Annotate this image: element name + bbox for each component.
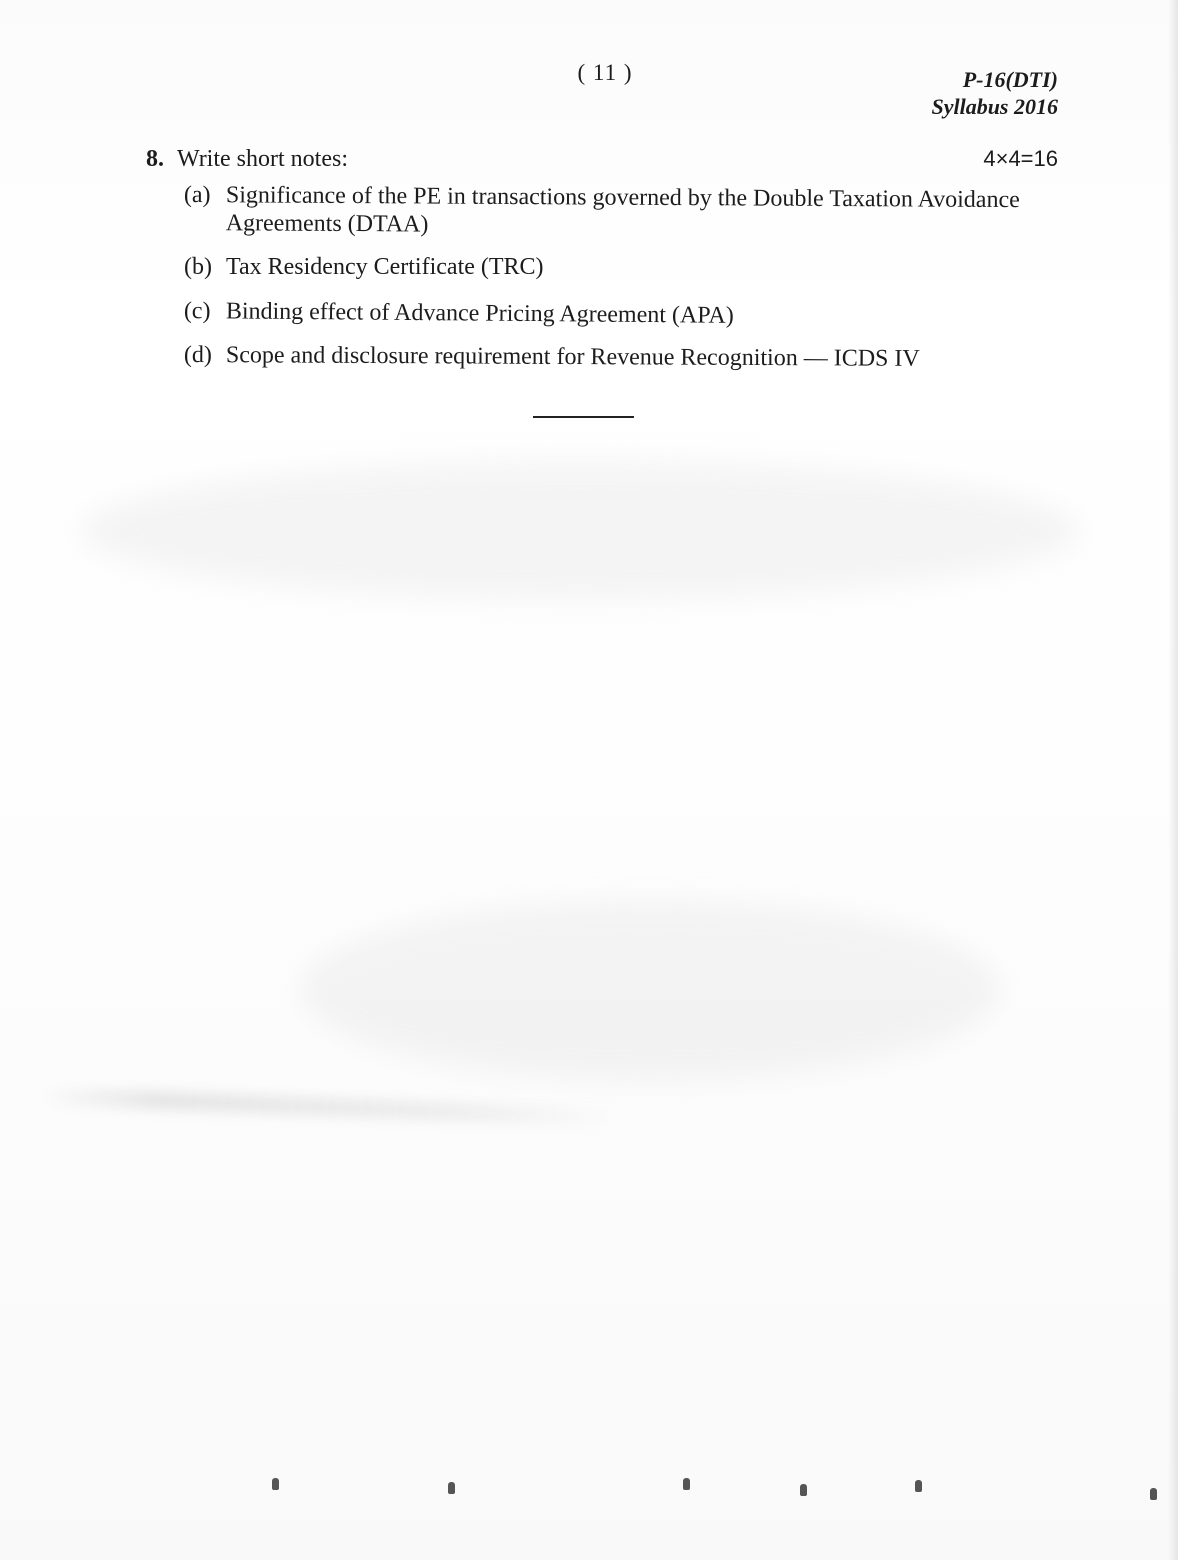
sub-question-label: (c) — [183, 297, 211, 325]
scan-smudge — [80, 460, 1080, 600]
sub-question-a — [184, 181, 1058, 242]
paper-code-block — [931, 66, 1058, 120]
scan-smudge — [300, 900, 1000, 1080]
sub-question-label: (b) — [184, 254, 212, 280]
question-marks: 4×4=16 — [983, 146, 1058, 171]
page-edge-shadow — [1168, 0, 1178, 1560]
question-lead — [146, 146, 348, 173]
sub-question-label: (a) — [183, 181, 211, 209]
sub-question-text: Significance of the PE in transactions governed by the Double Taxation Avoidance Agreements (DTAA) — [225, 182, 1020, 238]
sub-question-text: Tax Residency Certificate (TRC) — [226, 254, 544, 280]
end-of-paper-rule — [533, 416, 634, 418]
paper-code: P-16(DTI) — [962, 67, 1058, 92]
sub-question-c — [184, 297, 1058, 333]
punch-mark — [800, 1484, 807, 1496]
question-header — [146, 136, 1058, 173]
punch-mark — [915, 1480, 922, 1492]
punch-mark — [448, 1482, 455, 1494]
question-number: 8. — [146, 146, 164, 172]
punch-mark — [272, 1478, 279, 1490]
syllabus-year: Syllabus 2016 — [931, 94, 1058, 119]
punch-mark — [1150, 1488, 1157, 1500]
sub-question-list — [146, 181, 1058, 372]
paper-crease — [40, 1087, 620, 1127]
sub-question-b — [184, 253, 1058, 281]
question-instruction: Write short notes: — [177, 146, 348, 172]
sub-question-d — [184, 341, 1058, 374]
sub-question-label: (d) — [183, 342, 212, 369]
sub-question-text: Binding effect of Advance Pricing Agreement (APA) — [225, 298, 734, 329]
sub-question-text: Scope and disclosure requirement for Revenue Recognition — ICDS IV — [225, 342, 920, 372]
question-8 — [146, 136, 1058, 385]
page-number: ( 11 ) — [577, 60, 633, 85]
punch-mark — [683, 1478, 690, 1490]
